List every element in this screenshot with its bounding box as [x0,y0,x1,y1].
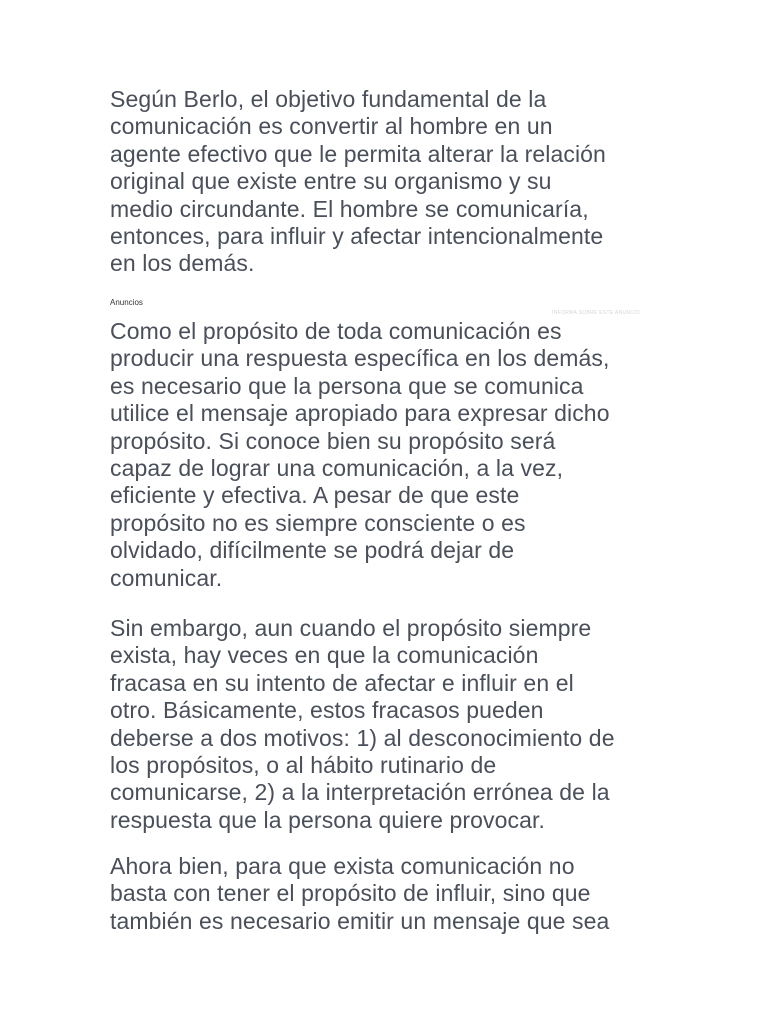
paragraph-message-requirement [110,853,670,935]
text-line: propósito no es siempre consciente o es [110,509,526,536]
text-line: Como el propósito de toda comunicación es [110,318,562,344]
text-line: fracasa en su intento de afectar e influir en el [110,669,574,696]
text-line: original que existe entre su organismo y su [110,168,552,195]
report-ad-link[interactable]: INFORMA SOBRE ESTE ANUNCIO [552,310,641,316]
text-line: utilice el mensaje apropiado para expresar dicho [110,400,610,427]
text-line: los propósitos, o al hábito rutinario de [110,752,497,779]
paragraph-communication-purpose [110,318,670,592]
text-line: producir una respuesta específica en los demás, [110,345,610,372]
text-line: capaz de lograr una comunicación, a la vez, [110,455,564,482]
text-line: otro. Básicamente, estos fracasos pueden [110,697,544,724]
text-line: basta con tener el propósito de influir, sino que [110,880,591,907]
text-line: olvidado, difícilmente se podrá dejar de [110,537,515,564]
paragraph-communication-failures [110,615,670,834]
text-line: comunicarse, 2) a la interpretación errónea de la [110,779,610,806]
text-line: comunicar. [110,564,223,591]
paragraph-berlo-objective [110,86,670,278]
text-line: deberse a dos motivos: 1) al desconocimiento de [110,724,615,751]
text-line: eficiente y efectiva. A pesar de que este [110,482,520,509]
text-line: es necesario que la persona que se comunica [110,372,584,399]
text-line: propósito. Si conoce bien su propósito será [110,427,556,454]
text-line: comunicación es convertir al hombre en un [110,113,553,140]
text-line: medio circundante. El hombre se comunicaría, [110,195,589,222]
text-line: agente efectivo que le permita alterar la relación [110,140,606,167]
text-line: Según Berlo, el objetivo fundamental de la [110,86,547,112]
text-line: en los demás. [110,250,255,277]
text-line: entonces, para influir y afectar intencionalmente [110,223,604,250]
text-line: exista, hay veces en que la comunicación [110,642,539,669]
ads-label: Anuncios [110,298,143,307]
text-line: Sin embargo, aun cuando el propósito siempre [110,615,592,641]
text-line: también es necesario emitir un mensaje que sea [110,907,610,934]
text-line: Ahora bien, para que exista comunicación no [110,853,575,879]
text-line: respuesta que la persona quiere provocar. [110,806,545,833]
